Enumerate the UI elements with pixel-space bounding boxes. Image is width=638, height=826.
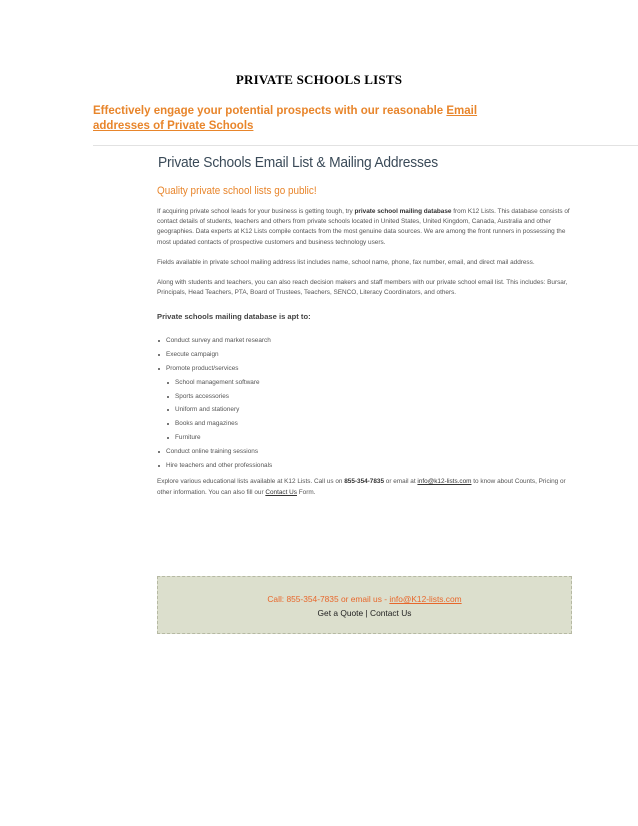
para1-start: If acquiring private school leads for your business is getting tough, try	[157, 208, 355, 215]
document-title: PRIVATE SCHOOLS LISTS	[235, 72, 403, 87]
explore-text-d: Form.	[296, 489, 316, 497]
sub-list-item: Uniform and stationery	[166, 403, 572, 417]
intro-paragraph	[93, 104, 533, 134]
products-sublist	[157, 376, 572, 445]
divider	[93, 145, 638, 146]
uses-list	[157, 334, 572, 472]
email-link[interactable]: info@k12-lists.com	[417, 478, 472, 486]
page-heading: Private Schools Email List & Mailing Addresses	[158, 154, 438, 171]
sub-list-item: Sports accessories	[166, 390, 572, 404]
list-item: Execute campaign	[157, 348, 572, 362]
callbox-contact-us-link[interactable]: Contact Us	[370, 608, 412, 618]
fields-paragraph: Fields available in private school mailing address list includes name, school name, phone, fax number, email, and direct mail address.	[157, 258, 535, 266]
para1-bold: private school mailing database	[354, 208, 452, 215]
separator: |	[363, 608, 371, 618]
call-to-action-box	[157, 576, 572, 634]
sub-list-item: Furniture	[166, 431, 572, 445]
list-item: Hire teachers and other professionals	[157, 459, 572, 473]
list-item: Conduct online training sessions	[157, 445, 572, 459]
explore-paragraph	[157, 476, 572, 498]
phone-number: 855-354-7835	[344, 478, 385, 486]
contact-us-link[interactable]: Contact Us	[265, 489, 297, 497]
call-text: Call: 855-354-7835 or email us -	[267, 594, 390, 604]
quote-contact-line	[158, 608, 571, 618]
page-subheading: Quality private school lists go public!	[157, 185, 317, 197]
list-heading: Private schools mailing database is apt to:	[157, 312, 311, 322]
explore-text-b: or email at	[384, 478, 418, 486]
decision-makers-paragraph: Along with students and teachers, you can also reach decision makers and staff members with our private school email list. This includes: Bursar, Principals, Head Teachers, PTA, Board of Trustees, Teachers, SENCO, Literacy Coordinators, and others.	[157, 279, 568, 297]
explore-text-c: to know about Counts, Pricing or other information. You can also fill our	[157, 478, 566, 497]
para1-end: from K12 Lists. This database consists of contact details of students, teachers and others from private schools located in United States, United Kingdom, Canada, Australia and other geographies. Data experts at K12 Lists compile contacts from the most genuine data sources. We are among the front runners in possessing the most updated contacts of prospective customers and business technology users.	[157, 208, 570, 246]
call-line	[158, 594, 571, 604]
callbox-email-link[interactable]: info@K12-lists.com	[389, 594, 462, 604]
intro-text: Effectively engage your potential prospects with our reasonable	[93, 105, 447, 117]
embedded-webpage-screenshot	[157, 150, 572, 498]
private-schools-email-link[interactable]: Email addresses of Private Schools	[93, 105, 478, 132]
list-item: Promote product/services	[157, 362, 572, 376]
sub-list-item: Books and magazines	[166, 417, 572, 431]
intro-body-paragraph	[157, 207, 572, 248]
get-a-quote-link[interactable]: Get a Quote	[317, 608, 364, 618]
list-item: Conduct survey and market research	[157, 334, 572, 348]
explore-text-a: Explore various educational lists available at K12 Lists. Call us on	[157, 478, 345, 486]
sub-list-item: School management software	[166, 376, 572, 390]
